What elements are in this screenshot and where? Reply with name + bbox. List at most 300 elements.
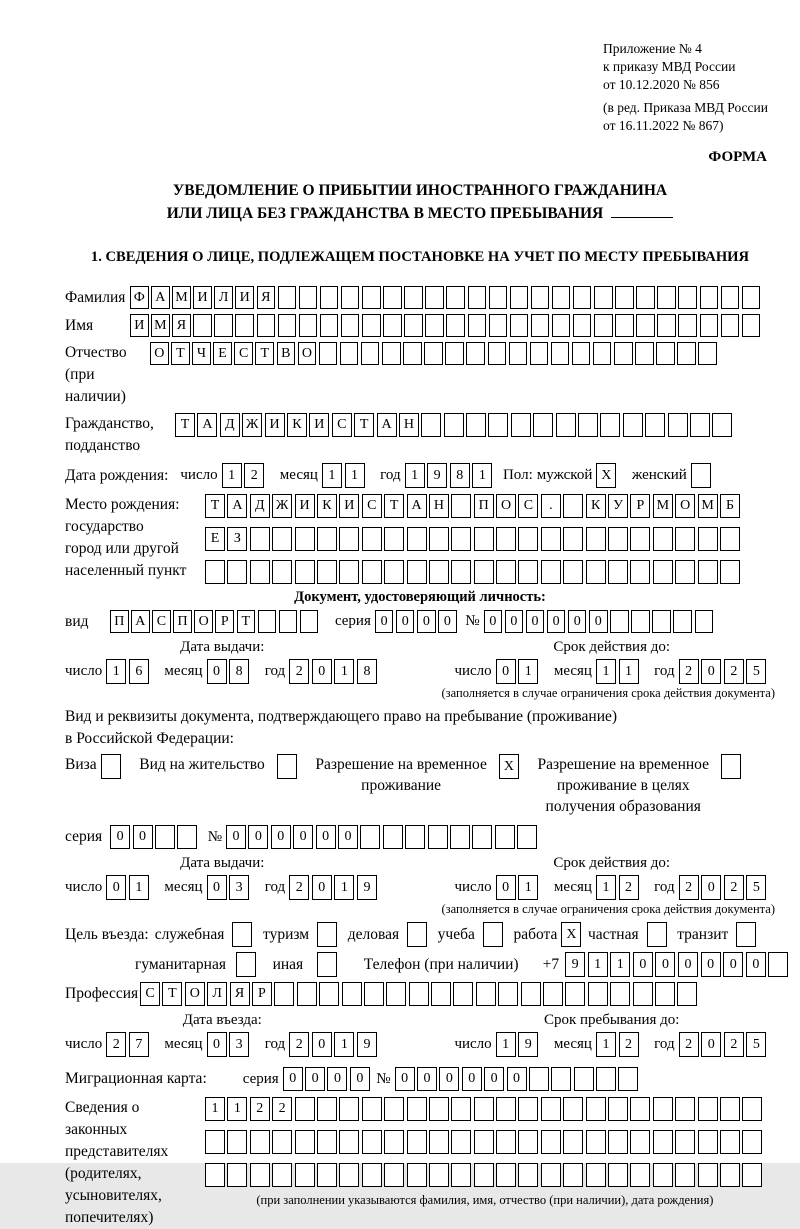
form-cell xyxy=(509,342,528,365)
purpose-official-label: служебная xyxy=(154,925,225,943)
form-cell: Т xyxy=(162,982,182,1006)
form-cell xyxy=(552,286,571,309)
representatives-row1-cells xyxy=(205,1097,765,1121)
entry-day-cells xyxy=(106,1032,151,1057)
birth-place-row1-cells xyxy=(205,494,742,518)
residence-doc-series-row xyxy=(65,825,775,849)
legal-header-line: от 16.11.2022 № 867) xyxy=(603,118,724,133)
form-cell: 0 xyxy=(417,1067,437,1091)
form-cell: Т xyxy=(175,413,195,437)
stay-until-year-cells xyxy=(679,1032,769,1057)
form-cell xyxy=(608,1163,628,1187)
form-cell: 0 xyxy=(316,825,336,849)
form-cell: 1 xyxy=(205,1097,225,1121)
form-cell: С xyxy=(140,982,160,1006)
form-cell: 0 xyxy=(701,1032,721,1057)
residence-valid-group xyxy=(454,855,769,900)
form-cell: И xyxy=(295,494,315,518)
form-cell: М xyxy=(151,314,170,337)
birth-day-cells xyxy=(222,463,267,488)
month-label: месяц xyxy=(553,879,592,895)
form-cell xyxy=(608,527,628,551)
form-cell: 2 xyxy=(724,875,744,900)
form-cell xyxy=(636,314,655,337)
identity-doc-series-cells xyxy=(375,610,459,633)
form-cell xyxy=(272,1163,292,1187)
form-cell xyxy=(429,1097,449,1121)
legal-header-line: (в ред. Приказа МВД России xyxy=(603,100,768,115)
form-cell xyxy=(317,527,337,551)
form-cell xyxy=(451,527,471,551)
form-cell xyxy=(227,1130,247,1154)
form-cell xyxy=(496,560,516,584)
form-cell xyxy=(720,1130,740,1154)
form-cell: 0 xyxy=(293,825,313,849)
form-cell: С xyxy=(332,413,352,437)
form-cell: 1 xyxy=(472,463,492,488)
form-cell xyxy=(600,413,620,437)
identity-doc-type-label: вид xyxy=(65,612,89,630)
form-cell: 1 xyxy=(619,659,639,684)
form-cell: 0 xyxy=(438,610,457,633)
form-cell: Ч xyxy=(192,342,211,365)
form-cell xyxy=(450,825,470,849)
form-cell xyxy=(633,982,653,1006)
form-cell: 1 xyxy=(405,463,425,488)
form-cell: 0 xyxy=(484,610,503,633)
form-cell xyxy=(698,342,717,365)
form-cell: А xyxy=(227,494,247,518)
form-cell: 1 xyxy=(588,952,608,977)
form-cell xyxy=(552,314,571,337)
section1-heading: 1. СВЕДЕНИЯ О ЛИЦЕ, ПОДЛЕЖАЩЕМ ПОСТАНОВКЕ НА УЧЕТ ПО МЕСТУ ПРЕБЫВАНИЯ xyxy=(90,249,750,265)
form-cell: 0 xyxy=(396,610,415,633)
form-cell xyxy=(630,1130,650,1154)
form-cell: 0 xyxy=(526,610,545,633)
form-cell xyxy=(691,463,711,488)
form-cell xyxy=(466,342,485,365)
form-cell: 7 xyxy=(129,1032,149,1057)
form-cell xyxy=(227,560,247,584)
form-cell xyxy=(511,413,531,437)
form-cell xyxy=(295,1097,315,1121)
form-cell xyxy=(429,560,449,584)
form-cell xyxy=(382,342,401,365)
form-cell xyxy=(468,314,487,337)
form-cell: 2 xyxy=(724,659,744,684)
identity-doc-heading: Документ, удостоверяющий личность: xyxy=(294,589,546,605)
form-cell: А xyxy=(407,494,427,518)
form-cell xyxy=(675,560,695,584)
form-cell: 5 xyxy=(746,875,766,900)
residence-doc-note: (заполняется в случае ограничения срока действия документа) xyxy=(441,902,775,916)
form-cell xyxy=(451,494,471,518)
profession-cells xyxy=(140,982,700,1006)
edu-permit-label: Разрешение на временное проживание в целях получения образования xyxy=(537,756,709,815)
representatives-note: (при заполнении указываются фамилия, имя, отчество (при наличии), дата рождения) xyxy=(256,1193,714,1207)
day-label: число xyxy=(454,879,492,895)
form-cell: 0 xyxy=(207,659,227,684)
entry-year-cells xyxy=(289,1032,379,1057)
form-cell xyxy=(278,314,297,337)
form-cell xyxy=(360,825,380,849)
form-cell: П xyxy=(110,610,129,633)
form-cell: 5 xyxy=(746,1032,766,1057)
form-cell: 0 xyxy=(655,952,675,977)
form-cell xyxy=(675,1097,695,1121)
residence-issue-year-cells xyxy=(289,875,379,900)
form-cell xyxy=(677,342,696,365)
form-cell xyxy=(205,1163,225,1187)
form-cell: 0 xyxy=(207,1032,227,1057)
form-cell xyxy=(517,825,537,849)
form-cell xyxy=(445,342,464,365)
form-cell xyxy=(362,1163,382,1187)
form-cell xyxy=(474,527,494,551)
form-cell xyxy=(675,1130,695,1154)
form-cell: 6 xyxy=(129,659,149,684)
form-cell xyxy=(657,286,676,309)
form-cell: Я xyxy=(230,982,250,1006)
given-name-row xyxy=(65,314,775,337)
form-cell xyxy=(510,314,529,337)
form-cell: 8 xyxy=(229,659,249,684)
form-cell: Д xyxy=(250,494,270,518)
form-cell: Т xyxy=(354,413,374,437)
form-cell xyxy=(488,342,507,365)
form-cell xyxy=(518,527,538,551)
form-cell xyxy=(317,1130,337,1154)
form-cell xyxy=(586,527,606,551)
purpose-humanitarian-checkbox xyxy=(236,952,259,977)
form-cell xyxy=(339,527,359,551)
residence-issue-heading: Дата выдачи: xyxy=(180,855,265,871)
form-cell xyxy=(541,1130,561,1154)
form-cell xyxy=(695,610,714,633)
form-cell: Н xyxy=(429,494,449,518)
form-cell xyxy=(720,560,740,584)
form-cell: 2 xyxy=(679,875,699,900)
purpose-tourism-checkbox xyxy=(317,922,340,947)
form-cell xyxy=(483,922,503,947)
form-cell: 2 xyxy=(272,1097,292,1121)
form-cell xyxy=(451,560,471,584)
form-cell: 0 xyxy=(133,825,153,849)
form-cell xyxy=(364,982,384,1006)
form-cell xyxy=(451,1097,471,1121)
form-cell: 9 xyxy=(427,463,447,488)
form-cell xyxy=(429,1163,449,1187)
form-cell: 1 xyxy=(334,875,354,900)
patronymic-label: Отчество (при наличии) xyxy=(65,344,127,405)
form-cell: 0 xyxy=(395,1067,415,1091)
form-cell xyxy=(698,560,718,584)
form-cell: X xyxy=(499,754,519,779)
day-label: число xyxy=(65,879,103,895)
form-cell xyxy=(297,982,317,1006)
form-cell xyxy=(563,560,583,584)
form-cell: Р xyxy=(630,494,650,518)
form-cell xyxy=(543,982,563,1006)
birth-date-row xyxy=(65,463,775,488)
residence-doc-dates xyxy=(65,855,775,900)
form-cell: 0 xyxy=(439,1067,459,1091)
form-cell xyxy=(274,982,294,1006)
form-cell xyxy=(673,610,692,633)
form-cell xyxy=(421,413,441,437)
form-cell xyxy=(383,286,402,309)
form-cell xyxy=(384,1097,404,1121)
form-cell: 2 xyxy=(244,463,264,488)
form-cell: Т xyxy=(255,342,274,365)
form-cell xyxy=(698,1097,718,1121)
form-cell xyxy=(636,286,655,309)
form-cell xyxy=(466,413,486,437)
form-cell xyxy=(272,560,292,584)
form-cell xyxy=(518,560,538,584)
identity-valid-year-cells xyxy=(679,659,769,684)
form-cell xyxy=(556,413,576,437)
patronymic-cells xyxy=(150,342,720,365)
form-cell xyxy=(177,825,197,849)
form-cell xyxy=(698,1163,718,1187)
form-cell xyxy=(101,754,121,779)
form-cell xyxy=(424,342,443,365)
form-word: ФОРМА xyxy=(708,149,767,165)
form-cell xyxy=(541,1097,561,1121)
residence-valid-day-cells xyxy=(496,875,541,900)
birth-month-label: месяц xyxy=(279,467,318,483)
form-cell xyxy=(496,1130,516,1154)
form-cell xyxy=(361,342,380,365)
form-cell xyxy=(521,982,541,1006)
form-cell xyxy=(668,413,688,437)
form-cell xyxy=(342,982,362,1006)
form-cell xyxy=(235,314,254,337)
identity-doc-valid-heading: Срок действия до: xyxy=(553,639,671,655)
identity-issue-day-cells xyxy=(106,659,151,684)
form-cell xyxy=(362,527,382,551)
month-label: месяц xyxy=(553,1036,592,1052)
purpose-transit-label: транзит xyxy=(677,925,729,943)
form-cell: Р xyxy=(252,982,272,1006)
form-cell xyxy=(518,1097,538,1121)
form-cell: 1 xyxy=(610,952,630,977)
form-cell: 2 xyxy=(619,1032,639,1057)
form-cell: П xyxy=(173,610,192,633)
form-cell: 0 xyxy=(496,875,516,900)
birth-year-cells xyxy=(405,463,495,488)
form-cell: 3 xyxy=(229,1032,249,1057)
form-cell xyxy=(317,1097,337,1121)
purpose-study-checkbox xyxy=(483,922,506,947)
form-cell xyxy=(698,527,718,551)
form-cell: К xyxy=(317,494,337,518)
form-cell: С xyxy=(362,494,382,518)
form-cell: 1 xyxy=(496,1032,516,1057)
form-cell xyxy=(407,527,427,551)
form-cell xyxy=(720,1163,740,1187)
form-cell: А xyxy=(197,413,217,437)
form-cell: Б xyxy=(720,494,740,518)
residence-valid-heading: Срок действия до: xyxy=(553,855,671,871)
form-cell xyxy=(594,314,613,337)
form-cell xyxy=(250,1130,270,1154)
year-label: год xyxy=(264,879,286,895)
form-cell xyxy=(586,1097,606,1121)
form-cell xyxy=(407,1130,427,1154)
form-cell xyxy=(630,1163,650,1187)
form-cell xyxy=(295,527,315,551)
form-cell xyxy=(531,314,550,337)
form-cell xyxy=(386,982,406,1006)
form-cell xyxy=(690,413,710,437)
profession-row xyxy=(65,982,775,1006)
form-cell xyxy=(578,413,598,437)
representatives-block xyxy=(65,1097,775,1229)
representatives-cells-group xyxy=(205,1097,765,1208)
form-cell xyxy=(272,527,292,551)
form-cell: Т xyxy=(237,610,256,633)
stay-until-heading: Срок пребывания до: xyxy=(543,1012,680,1028)
form-cell: 0 xyxy=(484,1067,504,1091)
form-cell xyxy=(496,1097,516,1121)
form-cell: А xyxy=(377,413,397,437)
form-cell: Р xyxy=(215,610,234,633)
form-cell: 0 xyxy=(746,952,766,977)
form-cell: Н xyxy=(399,413,419,437)
form-cell xyxy=(631,610,650,633)
form-cell xyxy=(317,1163,337,1187)
migration-card-label: Миграционная карта: xyxy=(65,1070,207,1087)
form-cell: 1 xyxy=(222,463,242,488)
form-cell: О xyxy=(150,342,169,365)
form-cell xyxy=(384,527,404,551)
form-cell: . xyxy=(541,494,561,518)
title-blank-line xyxy=(611,202,673,218)
month-label: месяц xyxy=(553,663,592,679)
year-label: год xyxy=(654,663,675,679)
form-cell: Л xyxy=(214,286,233,309)
form-cell: 2 xyxy=(106,1032,126,1057)
year-label: год xyxy=(654,1036,675,1052)
form-cell xyxy=(657,314,676,337)
residence-series-label: серия xyxy=(65,828,103,845)
form-cell xyxy=(444,413,464,437)
birth-place-row2-cells xyxy=(205,527,742,551)
form-cell xyxy=(339,1163,359,1187)
form-cell: 1 xyxy=(518,875,538,900)
purpose-private-label: частная xyxy=(587,925,639,943)
form-cell: 0 xyxy=(350,1067,370,1091)
gender-label: Пол: xyxy=(502,467,533,483)
form-cell xyxy=(383,825,403,849)
form-cell xyxy=(474,1130,494,1154)
year-label: год xyxy=(264,1036,286,1052)
form-cell xyxy=(610,610,629,633)
purpose-business-label: деловая xyxy=(347,925,400,943)
legal-header-line: Приложение № 4 xyxy=(603,41,702,56)
identity-doc-type-cells xyxy=(110,610,321,633)
form-cell xyxy=(614,342,633,365)
form-cell xyxy=(407,1163,427,1187)
phone-label: Телефон (при наличии) xyxy=(363,955,519,973)
form-cell xyxy=(258,610,277,633)
form-cell xyxy=(405,825,425,849)
form-cell: 9 xyxy=(357,1032,377,1057)
residence-doc-intro2: в Российской Федерации: xyxy=(65,730,234,747)
gender-female-label: женский xyxy=(631,467,687,483)
form-cell: 0 xyxy=(462,1067,482,1091)
form-cell xyxy=(563,494,583,518)
identity-doc-note: (заполняется в случае ограничения срока действия документа) xyxy=(441,686,775,700)
purpose-tourism-label: туризм xyxy=(263,925,310,943)
entry-date-heading: Дата въезда: xyxy=(182,1012,262,1028)
form-cell xyxy=(319,982,339,1006)
form-cell xyxy=(403,342,422,365)
residence-doc-intro1: Вид и реквизиты документа, подтверждающего право на пребывание (проживание) xyxy=(65,708,618,725)
form-cell xyxy=(574,1067,594,1091)
given-name-cells xyxy=(130,314,763,337)
form-cell xyxy=(721,754,741,779)
form-cell: О xyxy=(194,610,213,633)
form-cell: 0 xyxy=(283,1067,303,1091)
form-cell: 8 xyxy=(450,463,470,488)
form-cell: 5 xyxy=(746,659,766,684)
form-cell: 0 xyxy=(312,875,332,900)
form-cell xyxy=(551,1067,571,1091)
form-cell: 0 xyxy=(226,825,246,849)
form-cell xyxy=(317,560,337,584)
form-cell xyxy=(529,1067,549,1091)
form-cell xyxy=(428,825,448,849)
birth-place-label: Место рождения: государство город или другой населенный пункт xyxy=(65,496,187,579)
form-cell: К xyxy=(586,494,606,518)
form-cell xyxy=(533,413,553,437)
edu-permit-checkbox xyxy=(721,754,744,779)
form-cell xyxy=(623,413,643,437)
form-cell xyxy=(279,610,298,633)
form-cell xyxy=(407,922,427,947)
form-cell xyxy=(476,982,496,1006)
form-cell xyxy=(453,982,473,1006)
form-cell xyxy=(563,1130,583,1154)
form-cell: 1 xyxy=(596,1032,616,1057)
form-cell xyxy=(339,560,359,584)
entry-dates xyxy=(65,1012,775,1057)
month-label: месяц xyxy=(164,879,203,895)
year-label: год xyxy=(264,663,286,679)
form-cell xyxy=(563,1097,583,1121)
form-cell xyxy=(742,1130,762,1154)
form-cell xyxy=(295,1163,315,1187)
form-cell xyxy=(362,560,382,584)
form-cell xyxy=(489,286,508,309)
residence-doc-type-row xyxy=(65,754,775,817)
form-cell xyxy=(742,286,761,309)
form-cell xyxy=(572,342,591,365)
form-cell xyxy=(653,1130,673,1154)
residence-issue-month-cells xyxy=(207,875,252,900)
form-cell xyxy=(404,286,423,309)
form-cell xyxy=(383,314,402,337)
temp-permit-label: Разрешение на временное проживание xyxy=(315,756,487,794)
form-cell: 0 xyxy=(678,952,698,977)
form-cell: 0 xyxy=(207,875,227,900)
form-cell: 0 xyxy=(505,610,524,633)
residence-issue-group xyxy=(65,855,380,900)
form-cell: 0 xyxy=(496,659,516,684)
